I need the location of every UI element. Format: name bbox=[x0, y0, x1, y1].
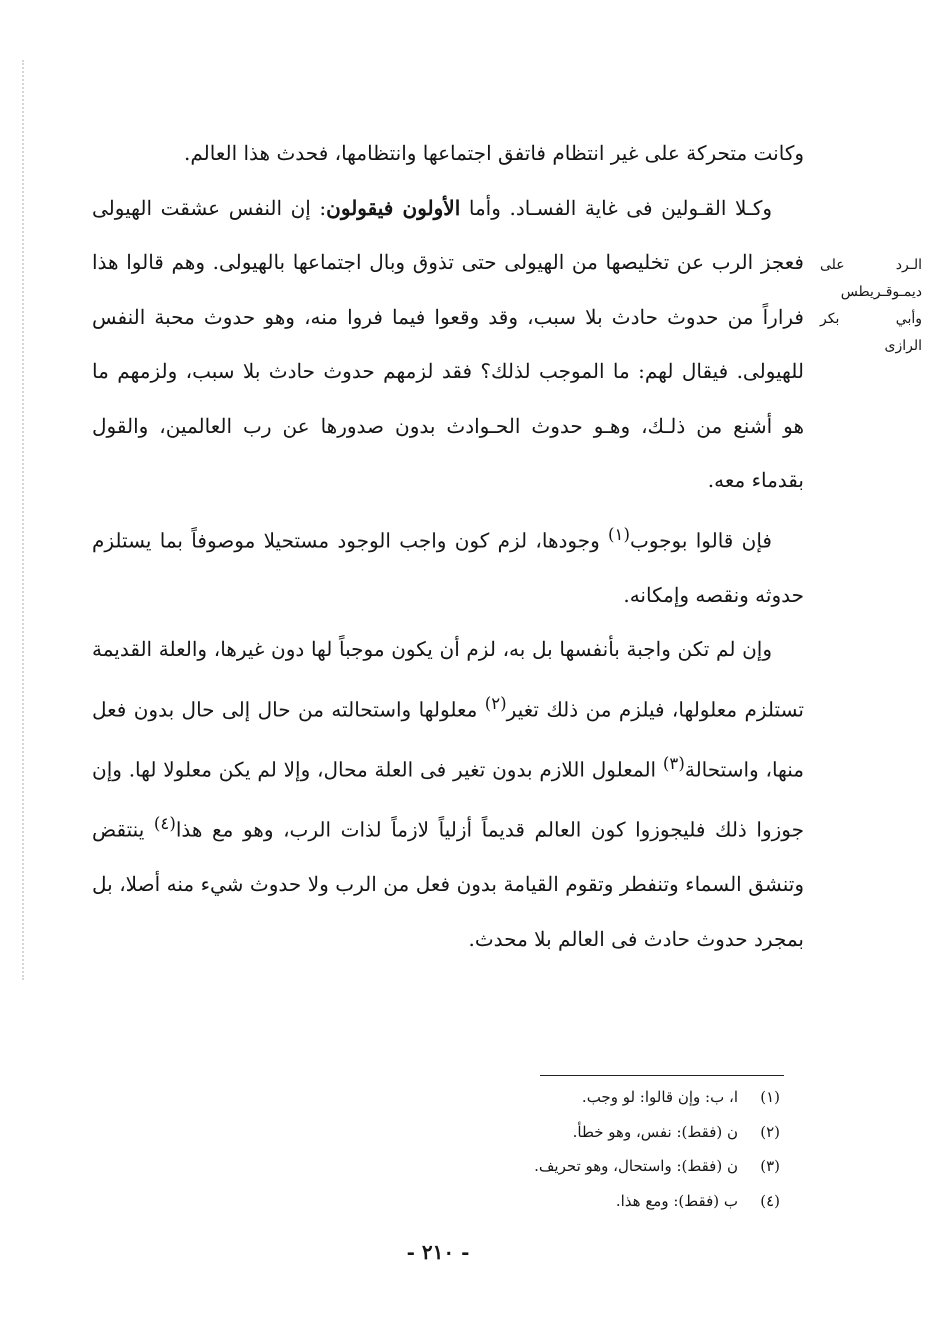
paragraph-4 bbox=[92, 622, 804, 966]
footnote bbox=[180, 1184, 780, 1219]
footnote-text: ا، ب: وإن قالوا: لو وجب. bbox=[581, 1088, 738, 1106]
paragraph-2-text: وكـلا القـولين فى غاية الفسـاد. وأما bbox=[468, 195, 773, 220]
paragraph-3-text: فإن قالوا بوجوب bbox=[630, 528, 772, 553]
footnotes bbox=[180, 1080, 780, 1218]
footnote-text: ن (فقط): نفس، وهو خطأ. bbox=[572, 1122, 738, 1141]
paragraph-1: وكانت متحركة على غير انتظام فاتفق اجتماعها وانتظامها، فحدث هذا العالم. bbox=[183, 141, 804, 165]
footnote-divider bbox=[540, 1075, 784, 1076]
footnote-ref-3: (٣) bbox=[662, 753, 685, 773]
footnote bbox=[180, 1149, 780, 1184]
footnote-ref-2: (٢) bbox=[484, 693, 507, 713]
paragraph-2-bold-phrase: الأولون فيقولون bbox=[326, 195, 461, 220]
marginal-note-line: ديمـوقـريطس bbox=[840, 284, 922, 300]
scan-edge-dots bbox=[22, 60, 24, 980]
marginal-note-line: وأبي بكر bbox=[820, 311, 922, 327]
marginal-note-line: الرازى bbox=[884, 338, 922, 354]
marginal-note bbox=[820, 252, 922, 360]
footnote-text: ب (فقط): ومع هذا. bbox=[615, 1191, 738, 1210]
footnote-number: (٢) bbox=[760, 1122, 780, 1141]
paragraph-4-text: وإن لم تكن واجبة بأنفسها بل به، لزم أن يكون موجباً لها دون غيرها، والعلة القديمة تستلزم معلولها، فيلزم من ذلك تغير bbox=[92, 637, 804, 722]
footnote-text: ن (فقط): واستحال، وهو تحريف. bbox=[534, 1157, 738, 1175]
paragraph-2 bbox=[92, 181, 804, 508]
page-number: - ٢١٠ - bbox=[406, 1240, 470, 1264]
footnote-number: (٣) bbox=[760, 1157, 780, 1175]
footnote-number: (٤) bbox=[760, 1191, 780, 1210]
footnote bbox=[180, 1115, 780, 1150]
paragraph-4-text-cont: معلولها واستحالته من حال إلى حال بدون فعل منها، واستحالة bbox=[92, 697, 805, 782]
footnote-ref-4: (٤) bbox=[153, 813, 176, 833]
paragraph-4-text-cont-2: المعلول اللازم بدون تغير فى العلة محال، وإلا لم يكن معلولا لها. وإن جوزوا ذلك فليجوزوا كون العالم قديماً أزلياً لازماً لذات الرب، وهو مع هذا bbox=[92, 757, 804, 842]
main-text bbox=[92, 126, 804, 966]
paragraph-4-text-cont-3: ينتقض وتنشق السماء وتنفطر وتقوم القيامة بدون فعل من الرب ولا حدوث شيء منه أصلا، بل بمجرد حدوث حادث فى العالم بلا محدث. bbox=[92, 817, 804, 951]
paragraph-3 bbox=[92, 508, 804, 623]
footnote bbox=[180, 1080, 780, 1115]
footnote-ref-1: (١) bbox=[608, 524, 630, 544]
marginal-note-line: الـرد على bbox=[820, 257, 922, 273]
paragraph-2-text-cont: : إن النفس عشقت الهيولى فعجز الرب عن تخليصها من الهيولى حتى تذوق وبال اجتماعها بالهيولى. وهم قالوا هذا فراراً من حدوث حادث بلا سبب، وقد وقعوا فيما فروا منه، وهو حدوث محبة النفس للهيولى. فيقال لهم: ما الموجب لذلك؟ فقد لزمهم حدوث حادث بلا سبب، ولزمهم ما هو أشنع من ذلـك، وهـو حدوث الحـوادث بدون صدورها عن رب العالمين، والقول بقدماء معه. bbox=[92, 195, 804, 492]
footnote-number: (١) bbox=[760, 1088, 780, 1106]
paragraph-3-text-cont: وجودها، لزم كون واجب الوجود مستحيلا موصوفاً بما يستلزم حدوثه ونقصه وإمكانه. bbox=[92, 528, 804, 607]
